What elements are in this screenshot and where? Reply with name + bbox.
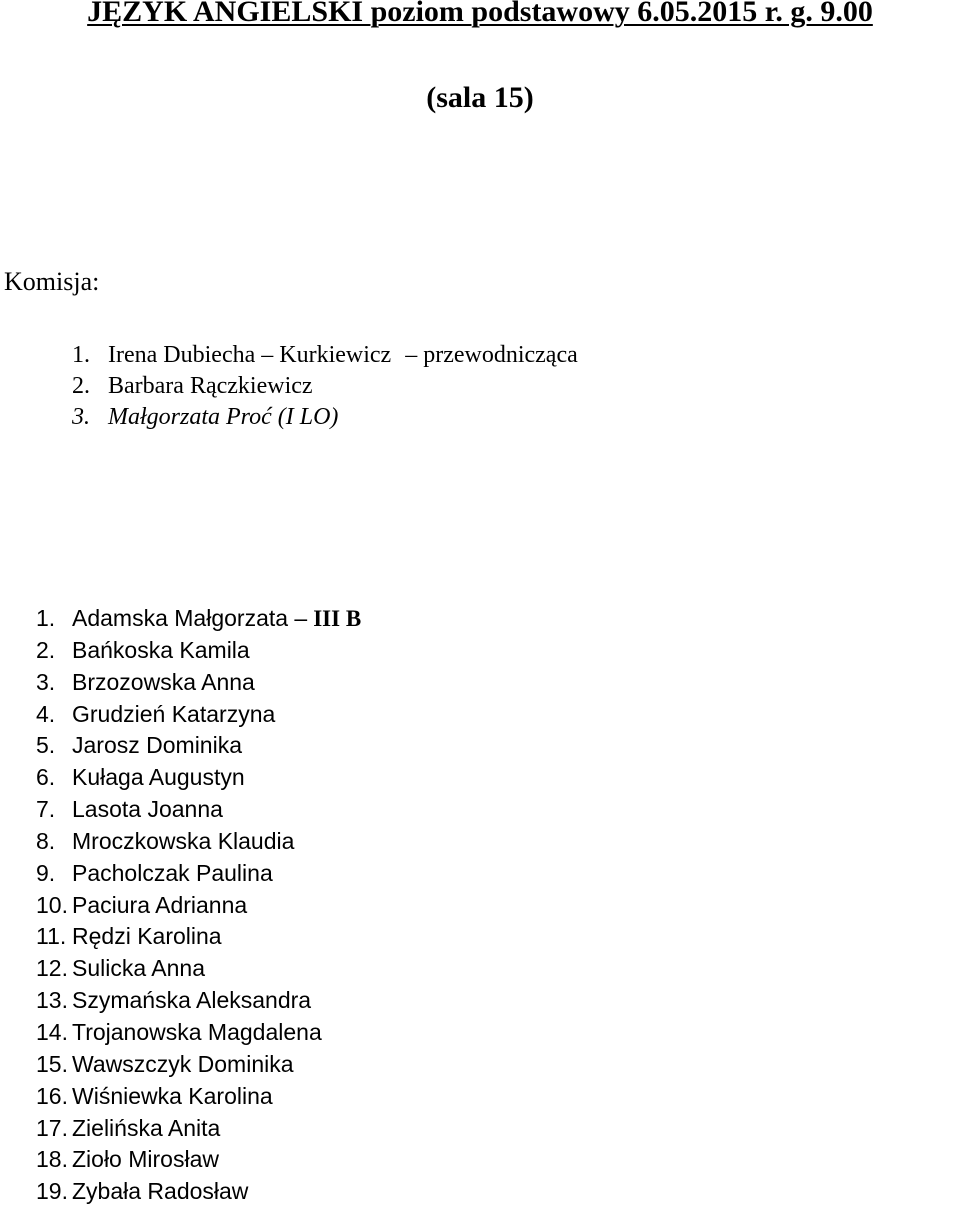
list-number: 10.: [36, 891, 68, 918]
commission-member: [72, 371, 578, 402]
list-item: [36, 1049, 361, 1081]
list-number: 12.: [36, 955, 68, 982]
list-item: [36, 953, 361, 985]
student-name: Sulicka Anna: [72, 955, 205, 982]
list-number: 7.: [36, 796, 56, 823]
list-number: 19.: [36, 1178, 68, 1205]
list-item: [36, 730, 361, 762]
member-name: Małgorzata Proć (I LO): [108, 404, 339, 430]
commission-member: [72, 402, 578, 433]
list-number: 2.: [72, 373, 90, 399]
student-name: Zybała Radosław: [72, 1178, 249, 1205]
student-name: Zielińska Anita: [72, 1114, 221, 1141]
student-name: Trojanowska Magdalena: [72, 1018, 322, 1045]
student-name: Kułaga Augustyn: [72, 764, 245, 791]
list-item: [36, 826, 361, 858]
list-item: [36, 985, 361, 1017]
class-label: III B: [313, 606, 362, 631]
list-item: [36, 1176, 361, 1208]
list-number: 8.: [36, 827, 56, 854]
list-item: [36, 603, 361, 635]
student-name: Brzozowska Anna: [72, 668, 255, 695]
list-number: 11.: [36, 923, 67, 950]
commission-member: [72, 340, 578, 371]
list-number: 4.: [36, 700, 56, 727]
list-number: 15.: [36, 1050, 68, 1077]
list-item: [36, 762, 361, 794]
list-number: 5.: [36, 732, 56, 759]
list-number: 2.: [36, 636, 56, 663]
student-name: Mroczkowska Klaudia: [72, 827, 295, 854]
commission-heading: Komisja:: [4, 267, 100, 296]
list-item: [36, 667, 361, 699]
list-item: [36, 1113, 361, 1145]
member-role: – przewodnicząca: [405, 342, 578, 368]
list-number: 1.: [36, 605, 56, 631]
list-number: 9.: [36, 859, 56, 886]
student-name: Lasota Joanna: [72, 796, 223, 823]
student-name: Pacholczak Paulina: [72, 859, 273, 886]
list-number: 1.: [72, 342, 90, 368]
list-item: [36, 1081, 361, 1113]
member-name: Barbara Rączkiewicz: [108, 373, 313, 399]
list-item: [36, 858, 361, 890]
list-number: 3.: [72, 404, 90, 430]
student-name: Grudzień Katarzyna: [72, 700, 276, 727]
list-number: 13.: [36, 987, 68, 1014]
student-name: Rędzi Karolina: [72, 923, 222, 950]
student-list: [36, 603, 361, 1208]
student-name: Bańkoska Kamila: [72, 636, 250, 663]
student-name: Jarosz Dominika: [72, 732, 242, 759]
member-name: Irena Dubiecha – Kurkiewicz: [108, 342, 392, 368]
list-item: [36, 699, 361, 731]
list-item: [36, 1017, 361, 1049]
commission-list: [72, 340, 578, 433]
list-item: [36, 890, 361, 922]
list-item: [36, 794, 361, 826]
list-number: 3.: [36, 668, 56, 695]
student-name: Wawszczyk Dominika: [72, 1050, 294, 1077]
student-name: Wiśniewka Karolina: [72, 1082, 273, 1109]
list-item: [36, 1144, 361, 1176]
list-number: 17.: [36, 1114, 68, 1141]
student-name: Szymańska Aleksandra: [72, 987, 312, 1014]
student-name: Zioło Mirosław: [72, 1146, 219, 1173]
list-item: [36, 635, 361, 667]
list-number: 18.: [36, 1146, 68, 1173]
list-number: 6.: [36, 764, 56, 791]
list-number: 14.: [36, 1018, 68, 1045]
student-name: Adamska Małgorzata –: [72, 605, 308, 631]
student-name: Paciura Adrianna: [72, 891, 248, 918]
list-number: 16.: [36, 1082, 68, 1109]
page-title: JĘZYK ANGIELSKI poziom podstawowy 6.05.2015 r. g. 9.00: [87, 0, 873, 28]
room-label: (sala 15): [426, 81, 534, 114]
list-item: [36, 921, 361, 953]
